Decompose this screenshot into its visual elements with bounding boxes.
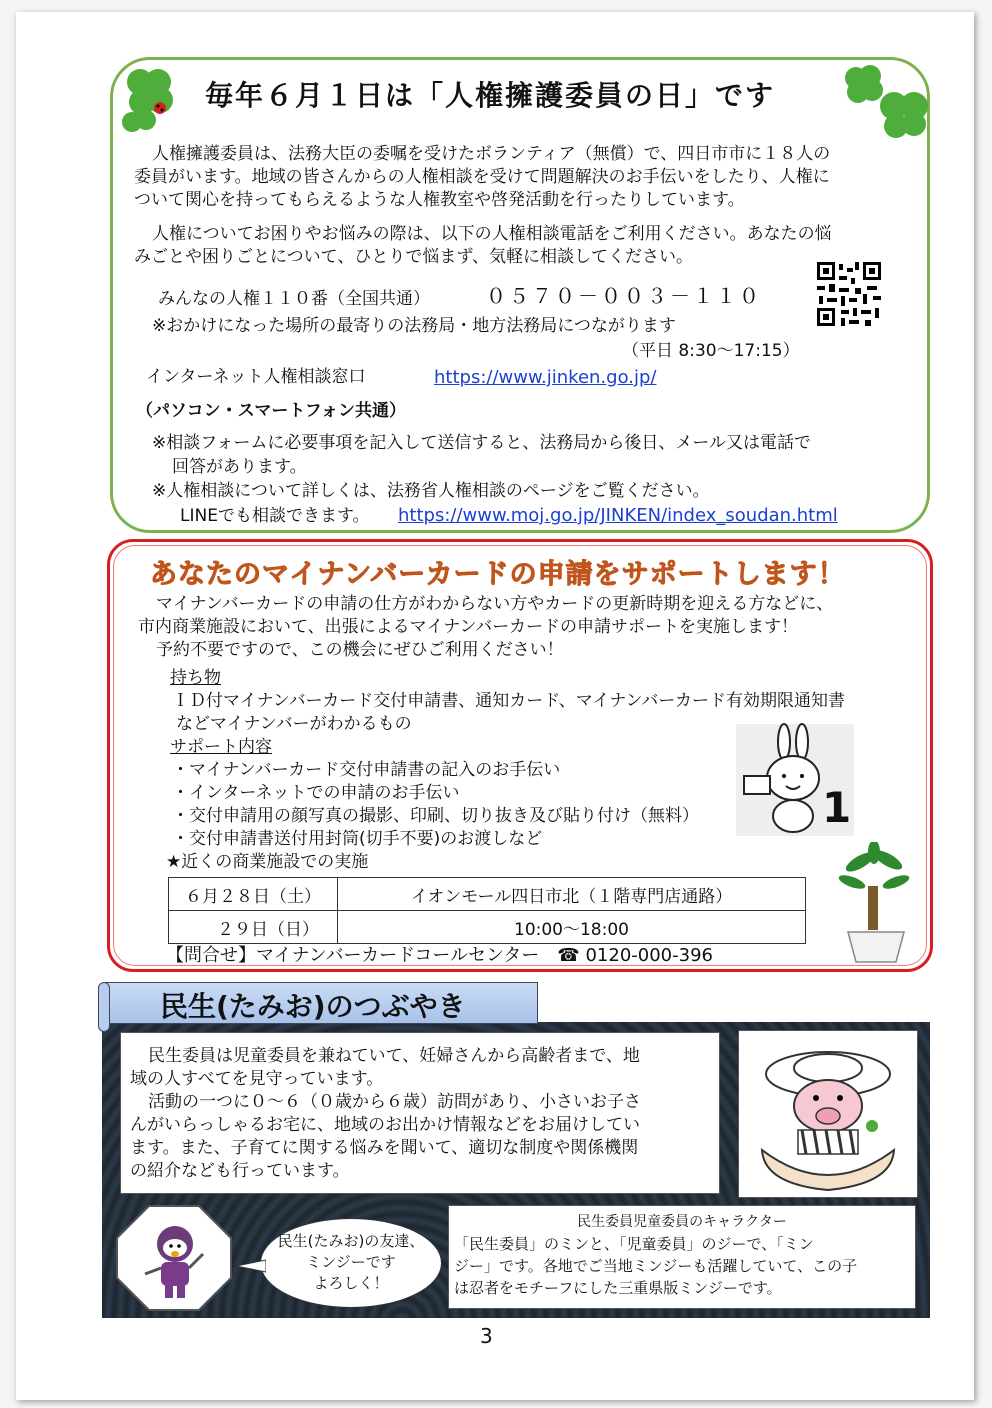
- section2-title: あなたのマイナンバーカードの申請をサポートします！: [150, 559, 846, 590]
- text-line: 予約不要ですので、この機会にぜひご利用ください！: [156, 640, 564, 660]
- section3-title: 民生(たみお)のつぶやき: [160, 990, 466, 1023]
- contact-line: 【問合せ】マイナンバーカードコールセンター ☎ 0120-000-396: [166, 945, 713, 966]
- banner-scroll-edge: [98, 982, 110, 1032]
- svg-text:1: 1: [822, 783, 852, 832]
- text-line: 民生(たみお)の友達、: [277, 1232, 425, 1250]
- internet-label: インターネット人権相談窓口: [146, 367, 366, 387]
- text-line: マイナンバーカードの申請の仕方がわからない方やカードの更新時期を迎える方などに、: [156, 594, 834, 614]
- minjee-character-icon: [115, 1204, 233, 1312]
- moj-link[interactable]: https://www.moj.go.jp/JINKEN/index_soudan.html: [398, 505, 838, 526]
- bring-heading: 持ち物: [170, 668, 221, 688]
- schedule-table: [168, 877, 806, 944]
- bring-item: ＩＤ付マイナンバーカード交付申請書、通知カード、マイナンバーカード有効期限通知書: [172, 691, 846, 711]
- hotline-label: みんなの人権１１０番（全国共通）: [158, 289, 430, 309]
- hotline-hours: （平日 8:30～17:15）: [622, 341, 800, 361]
- clover-icon: [112, 60, 202, 140]
- text-line: 委員がいます。地域の皆さんからの人権相談を受けて問題解決のお手伝いをしたり、人権に: [134, 167, 830, 187]
- device-note: （パソコン・スマートフォン共通）: [136, 401, 406, 421]
- jinken-link[interactable]: https://www.jinken.go.jp/: [434, 367, 657, 388]
- text-line: んがいらっしゃるお宅に、地域のお出かけ情報などをお届けしてい: [130, 1115, 640, 1135]
- section3-text: [130, 1045, 641, 1183]
- my-number-mascot-icon: [730, 720, 860, 840]
- text-line: 域の人すべてを見守っています。: [130, 1069, 384, 1089]
- speech-bubble-tail: [236, 1258, 266, 1274]
- plant-icon: [830, 842, 922, 964]
- support-list: [172, 759, 699, 851]
- table-row: [169, 911, 806, 944]
- clover-icon: [836, 60, 928, 140]
- tamio-pig-icon: [742, 1034, 914, 1194]
- section2-intro: [138, 593, 833, 662]
- form-note-cont: 回答があります。: [172, 457, 307, 477]
- bubble-text: [266, 1231, 436, 1294]
- text-line: ます。また、子育てに関する悩みを聞いて、適切な制度や関係機関: [130, 1138, 639, 1158]
- list-item: ・交付申請書送付用封筒(切手不要)のお渡しなど: [172, 829, 543, 849]
- section1-para2: [134, 223, 832, 269]
- list-item: ・交付申請用の顔写真の撮影、印刷、切り抜き及び貼り付け（無料）: [172, 806, 699, 826]
- form-note: ※相談フォームに必要事項を記入して送信すると、法務局から後日、メール又は電話で: [152, 433, 812, 453]
- text-line: ミンジーです: [306, 1253, 396, 1271]
- bring-item: などマイナンバーがわかるもの: [176, 714, 412, 734]
- text-line: みごとや困りごとについて、ひとりで悩まず、気軽に相談してください。: [134, 247, 693, 267]
- character-info-text: [454, 1233, 857, 1299]
- text-line: の紹介なども行っています。: [130, 1161, 350, 1181]
- text-line: ジー」です。各地でご当地ミンジーも活躍していて、この子: [454, 1257, 858, 1275]
- schedule-info: イオンモール四日市北（１階専門店通路）: [338, 878, 806, 911]
- schedule-info: 10:00～18:00: [338, 911, 806, 944]
- text-line: 人権についてお困りやお悩みの際は、以下の人権相談電話をご利用ください。あなたの悩: [152, 224, 832, 244]
- line-note: LINEでも相談できます。: [180, 506, 370, 526]
- text-line: よろしく！: [313, 1274, 389, 1292]
- text-line: 市内商業施設において、出張によるマイナンバーカードの申請サポートを実施します！: [138, 617, 798, 637]
- text-line: ついて関心を持ってもらえるような人権教室や啓発活動を行ったりしています。: [134, 190, 745, 210]
- text-line: 人権擁護委員は、法務大臣の委嘱を受けたボランティア（無償）で、四日市市に１８人の: [152, 144, 831, 164]
- character-info-title: 民生委員児童委員のキャラクター: [577, 1214, 787, 1230]
- detail-note: ※人権相談について詳しくは、法務省人権相談のページをご覧ください。: [152, 481, 710, 501]
- page-number: 3: [480, 1324, 493, 1348]
- table-row: [169, 878, 806, 911]
- list-item: ・マイナンバーカード交付申請書の記入のお手伝い: [172, 760, 561, 780]
- text-line: 活動の一つに０～６（０歳から６歳）訪問があり、小さいお子さ: [148, 1092, 641, 1112]
- venue-heading: ★近くの商業施設での実施: [166, 852, 369, 872]
- support-heading: サポート内容: [170, 737, 272, 757]
- qr-code-icon: [815, 260, 883, 328]
- text-line: は忍者をモチーフにした三重県版ミンジーです。: [454, 1279, 782, 1297]
- schedule-date: ６月２８日（土）: [169, 878, 338, 911]
- section1-title: 毎年６月１日は「人権擁護委員の日」です: [205, 79, 776, 112]
- list-item: ・インターネットでの申請のお手伝い: [172, 783, 460, 803]
- hotline-note: ※おかけになった場所の最寄りの法務局・地方法務局につながります: [152, 316, 676, 336]
- hotline-number[interactable]: ０５７０－００３－１１０: [486, 284, 762, 308]
- schedule-date: ２９日（日）: [169, 911, 338, 944]
- text-line: 「民生委員」のミンと、「児童委員」のジーで、「ミン: [454, 1235, 814, 1253]
- text-line: 民生委員は児童委員を兼ねていて、妊婦さんから高齢者まで、地: [148, 1046, 640, 1066]
- section1-para1: [134, 143, 830, 212]
